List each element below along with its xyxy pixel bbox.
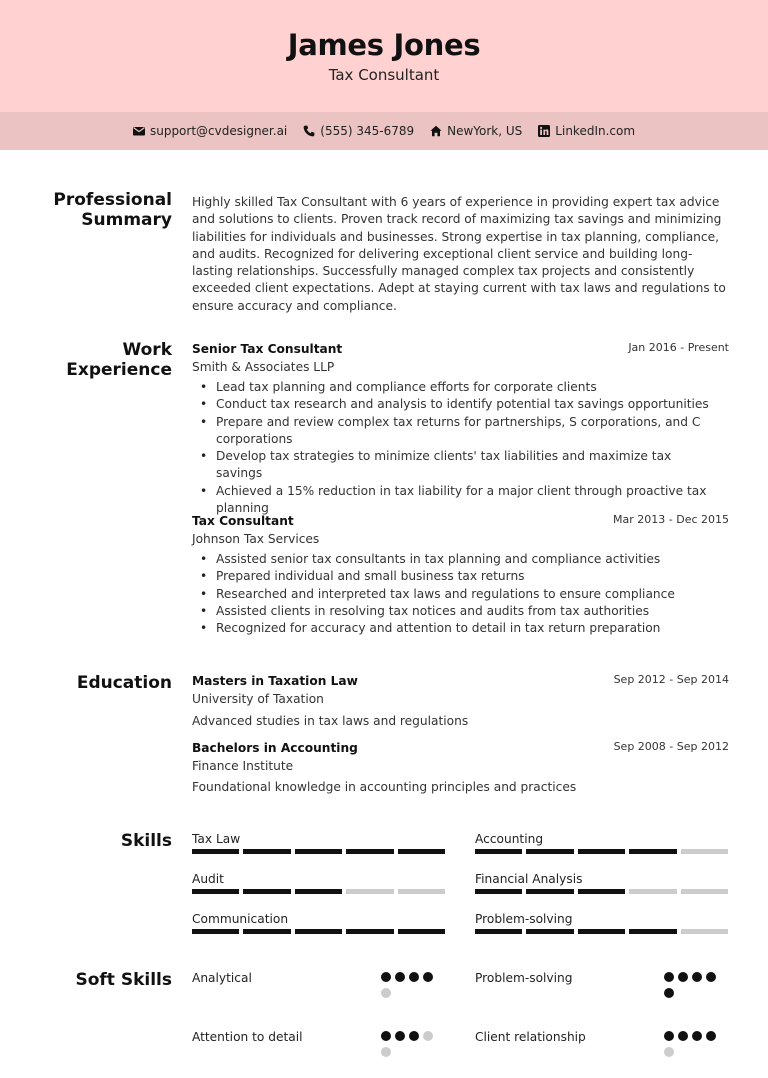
skill-level-segment (629, 929, 676, 934)
contact-linkedin[interactable] (538, 124, 635, 138)
skill-level-segment (475, 929, 522, 934)
education-dates: Sep 2012 - Sep 2014 (613, 673, 729, 686)
soft-skill-level-dot (381, 988, 391, 998)
soft-skill-level-dot (692, 1031, 702, 1041)
section-title-work-line1: Work (122, 340, 172, 360)
skill-level-bars (475, 889, 728, 894)
skill-level-segment (475, 889, 522, 894)
home-icon (430, 125, 442, 137)
section-title-soft-skills: Soft Skills (75, 970, 172, 990)
education-description: Foundational knowledge in accounting principles and practices (192, 780, 577, 794)
contact-linkedin-text: LinkedIn.com (555, 124, 636, 138)
soft-skill-level-dot (381, 1047, 391, 1057)
soft-skill-level-dot (664, 1031, 674, 1041)
soft-skill-level-dot (381, 1031, 391, 1041)
contact-phone[interactable] (303, 124, 414, 138)
soft-skill-level-dot (395, 972, 405, 982)
job-bullet: • Develop tax strategies to minimize clients' tax liabilities and maximize tax savings (216, 448, 716, 483)
school-name: University of Taxation (192, 692, 324, 706)
skill-level-segment (681, 929, 728, 934)
skill-level-bars (192, 849, 445, 854)
skill-level-segment (243, 929, 290, 934)
job-title: Tax Consultant (192, 514, 294, 528)
job-bullet: • Conduct tax research and analysis to identify potential tax savings opportunities (216, 396, 716, 413)
contact-email-text: support@cvdesigner.ai (149, 124, 288, 138)
education-dates: Sep 2008 - Sep 2012 (613, 740, 729, 753)
contact-location (430, 124, 522, 138)
degree-title: Masters in Taxation Law (192, 674, 358, 688)
contact-phone-text: (555) 345-6789 (320, 124, 415, 138)
degree-title: Bachelors in Accounting (192, 741, 358, 755)
job-dates: Jan 2016 - Present (628, 341, 729, 354)
soft-skill-level-dot (706, 972, 716, 982)
section-title-summary-line2: Summary (81, 210, 172, 230)
soft-skill-level-dots (381, 972, 437, 998)
candidate-role: Tax Consultant (328, 66, 440, 84)
summary-text: Highly skilled Tax Consultant with 6 years of experience in providing expert tax advice and solutions to clients. Proven track record of maximizing tax savings and minimizing liabilities for individuals and businesses. Strong expertise in tax planning, compliance, and audits. Recognized for delivering exceptional client service and building long-lasting relationships. Successfully managed complex tax projects and consistently exceeded client expectations. Adept at staying current with tax laws and regulations to ensure accuracy and compliance. (192, 195, 726, 313)
soft-skill-name: Analytical (192, 971, 252, 985)
skill-name: Audit (192, 872, 224, 886)
soft-skill-level-dot (395, 1031, 405, 1041)
soft-skill-level-dot (678, 1031, 688, 1041)
school-name: Finance Institute (192, 759, 294, 773)
soft-skill-level-dot (409, 1031, 419, 1041)
contact-email[interactable] (133, 124, 287, 138)
education-description: Advanced studies in tax laws and regulations (192, 714, 469, 728)
job-dates: Mar 2013 - Dec 2015 (613, 513, 729, 526)
section-title-work-line2: Experience (66, 360, 172, 380)
skill-level-segment (475, 849, 522, 854)
skill-name: Financial Analysis (475, 872, 583, 886)
soft-skill-level-dot (678, 972, 688, 982)
skill-level-segment (346, 889, 393, 894)
candidate-name: James Jones (287, 28, 481, 62)
skill-name: Tax Law (192, 832, 241, 846)
soft-skill-level-dot (692, 972, 702, 982)
skill-level-segment (398, 929, 445, 934)
skill-level-segment (192, 849, 239, 854)
soft-skill-name: Attention to detail (192, 1030, 303, 1044)
section-title-work (66, 340, 172, 380)
job-company: Smith & Associates LLP (192, 360, 335, 374)
soft-skill-level-dot (664, 972, 674, 982)
job-bullet: • Assisted clients in resolving tax notices and audits from tax authorities (216, 603, 716, 620)
soft-skill-level-dots (381, 1031, 437, 1057)
skill-name: Communication (192, 912, 289, 926)
skill-level-segment (243, 849, 290, 854)
skill-level-segment (295, 849, 342, 854)
section-title-summary (53, 190, 172, 230)
section-title-education: Education (76, 673, 172, 693)
skill-level-segment (681, 849, 728, 854)
soft-skill-level-dot (409, 972, 419, 982)
phone-icon (303, 125, 315, 137)
skill-level-segment (243, 889, 290, 894)
soft-skill-level-dot (664, 988, 674, 998)
skill-level-bars (192, 929, 445, 934)
skill-level-bars (475, 929, 728, 934)
skill-level-segment (629, 889, 676, 894)
linkedin-icon (538, 125, 550, 137)
skill-level-segment (578, 849, 625, 854)
soft-skill-name: Client relationship (475, 1030, 586, 1044)
skill-level-segment (192, 889, 239, 894)
resume-header (0, 0, 768, 112)
job-bullet: • Assisted senior tax consultants in tax planning and compliance activities (216, 551, 716, 568)
skill-level-segment (526, 929, 573, 934)
job-bullet: • Achieved a 15% reduction in tax liability for a major client through proactive tax planning (216, 483, 716, 518)
skill-level-segment (192, 929, 239, 934)
skill-level-segment (681, 889, 728, 894)
skill-level-segment (578, 929, 625, 934)
job-company: Johnson Tax Services (192, 532, 320, 546)
soft-skill-level-dot (706, 1031, 716, 1041)
skill-level-bars (475, 849, 728, 854)
skill-level-segment (526, 849, 573, 854)
job-bullets (216, 551, 716, 637)
job-bullet: • Recognized for accuracy and attention to detail in tax return preparation (216, 620, 716, 637)
soft-skill-level-dot (423, 1031, 433, 1041)
skill-level-segment (398, 889, 445, 894)
job-bullet: • Lead tax planning and compliance efforts for corporate clients (216, 379, 716, 396)
contact-location-text: NewYork, US (447, 124, 523, 138)
job-bullets (216, 379, 716, 517)
job-bullet: • Prepare and review complex tax returns for partnerships, S corporations, and C corporations (216, 414, 716, 449)
skill-level-segment (346, 929, 393, 934)
soft-skill-level-dot (423, 972, 433, 982)
skill-name: Accounting (475, 832, 544, 846)
soft-skill-level-dot (664, 1047, 674, 1057)
envelope-icon (133, 125, 145, 137)
job-bullet: • Researched and interpreted tax laws and regulations to ensure compliance (216, 586, 716, 603)
skill-level-bars (192, 889, 445, 894)
skill-name: Problem-solving (475, 912, 573, 926)
skill-level-segment (346, 849, 393, 854)
skill-level-segment (295, 929, 342, 934)
skill-level-segment (578, 889, 625, 894)
skill-level-segment (398, 849, 445, 854)
soft-skill-name: Problem-solving (475, 971, 573, 985)
section-title-skills: Skills (120, 831, 172, 851)
job-title: Senior Tax Consultant (192, 342, 343, 356)
soft-skill-level-dot (381, 972, 391, 982)
contact-bar (0, 112, 768, 150)
section-title-summary-line1: Professional (53, 190, 172, 210)
skill-level-segment (295, 889, 342, 894)
skill-level-segment (526, 889, 573, 894)
soft-skill-level-dots (664, 1031, 720, 1057)
job-bullet: • Prepared individual and small business tax returns (216, 568, 716, 585)
skill-level-segment (629, 849, 676, 854)
soft-skill-level-dots (664, 972, 720, 998)
